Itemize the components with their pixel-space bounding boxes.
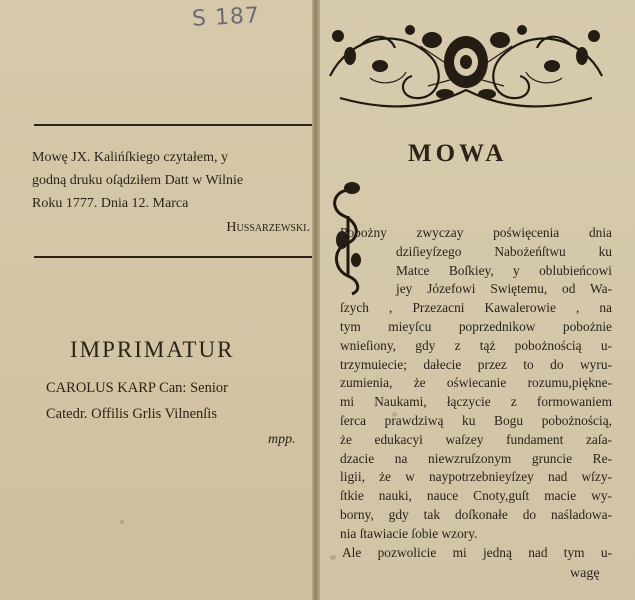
- text-line: ſerca prawdziwą ku Bogu pobożnością,: [340, 412, 612, 428]
- left-page: [0, 0, 314, 600]
- text-line: dziſieyſzego Nabożeńſtwu ku: [396, 243, 612, 259]
- floral-headpiece-ornament: [320, 16, 612, 118]
- imprimatur-heading: IMPRIMATUR: [70, 337, 235, 362]
- text-line: Pobożny zwyczay poświęcenia dnia: [340, 225, 612, 240]
- text-line: ſzych , Przezacni Kawalerowie , na: [340, 300, 612, 316]
- text-line: Ale pozwolicie mi jedną nad tym u-: [342, 544, 612, 560]
- bottom-rule: [34, 256, 312, 258]
- censor-line: Catedr. Offilis Grlis Vilnenſis: [46, 406, 217, 422]
- text-line: jey Józefowi Swiętemu, od Wa-: [396, 281, 612, 297]
- ink-spot: [120, 520, 124, 524]
- approval-signature: Hussarzewski.: [226, 220, 310, 235]
- sermon-heading: MOWA: [408, 140, 508, 167]
- text-line: Matce Boſkiey, y oblubieńcowi: [396, 262, 612, 278]
- text-line: że edukacyi waſzey fundament zaſa-: [340, 431, 612, 447]
- censor-suffix: mpp.: [268, 432, 296, 447]
- approval-line: Mowę JX. Kalińſkiego czytałem, y: [32, 150, 228, 165]
- censor-line: CAROLUS KARP Can: Senior: [46, 380, 228, 396]
- approval-line: godną druku oſądziłem Datt w Wilnie: [32, 173, 244, 188]
- text-line: mi Naukami, łączycie z formowaniem: [340, 394, 612, 410]
- ink-spot: [330, 555, 336, 560]
- text-line: ligii, że w naypotrzebnieyſzey nad wſzy-: [340, 469, 612, 485]
- approval-note: [32, 146, 310, 239]
- text-line: borny, gdy tak doſkonałe do naśladowa-: [340, 506, 612, 522]
- approval-line: Roku 1777. Dnia 12. Marca: [32, 196, 189, 211]
- top-rule: [34, 124, 312, 126]
- text-line: ſtkie nauki, nauce Cnoty,guſt macie wy-: [340, 488, 612, 504]
- text-line: trzymuiecie; dałecie przez to do wyru-: [340, 356, 612, 372]
- shelfmark-handwritten: S 187: [191, 3, 261, 32]
- text-line: tym mieyſcu poprzednikow pobożnie: [340, 318, 612, 334]
- censor-block: [46, 375, 291, 427]
- text-line: wnieſiony, gdy z tąż pobożnością u-: [340, 337, 612, 353]
- catchword: wagę: [570, 566, 600, 581]
- text-line: dzacie na niewzruſzonym gruncie Re-: [340, 450, 612, 466]
- text-line: zumienia, że oświecanie rozumu,piękne-: [340, 375, 612, 391]
- book-gutter: [312, 0, 320, 600]
- text-line: nia ſtawiacie ſobie wzory.: [340, 525, 478, 541]
- sermon-text: [340, 224, 612, 562]
